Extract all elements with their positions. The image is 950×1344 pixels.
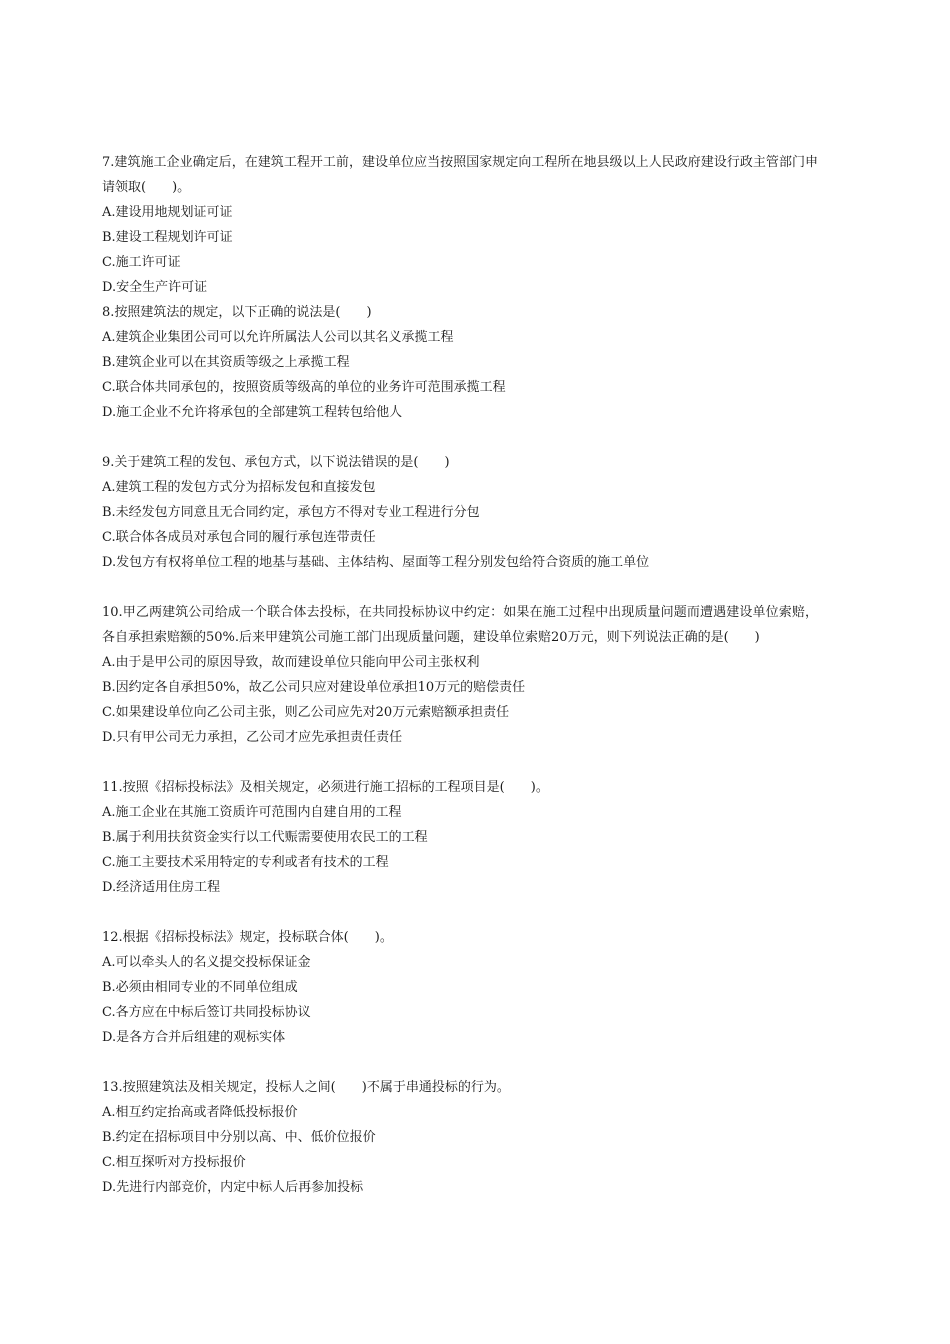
question-10 [102, 600, 818, 750]
option-c: C.联合体共同承包的，按照资质等级高的单位的业务许可范围承揽工程 [102, 380, 506, 395]
question-8 [102, 300, 818, 425]
option-b: B.因约定各自承担50%，故乙公司只应对建设单位承担10万元的赔偿责任 [102, 680, 526, 695]
question-stem: 13.按照建筑法及相关规定，投标人之间( )不属于串通投标的行为。 [102, 1080, 510, 1095]
option-a: A.建筑企业集团公司可以允许所属法人公司以其名义承揽工程 [102, 330, 454, 345]
question-7 [102, 150, 818, 300]
option-d: D.只有甲公司无力承担，乙公司才应先承担责任责任 [102, 730, 403, 745]
question-13 [102, 1075, 818, 1200]
question-9 [102, 450, 818, 575]
question-stem: 12.根据《招标投标法》规定，投标联合体( )。 [102, 930, 393, 945]
question-stem: 9.关于建筑工程的发包、承包方式，以下说法错误的是( ) [102, 455, 450, 470]
question-12 [102, 925, 818, 1050]
option-b: B.属于利用扶贫资金实行以工代赈需要使用农民工的工程 [102, 830, 428, 845]
option-d: D.是各方合并后组建的观标实体 [102, 1030, 286, 1045]
option-b: B.未经发包方同意且无合同约定，承包方不得对专业工程进行分包 [102, 505, 480, 520]
option-a: A.相互约定抬高或者降低投标报价 [102, 1105, 298, 1120]
question-stem: 8.按照建筑法的规定，以下正确的说法是( ) [102, 305, 372, 320]
question-stem: 7.建筑施工企业确定后，在建筑工程开工前，建设单位应当按照国家规定向工程所在地县级以上人民政府建设行政主管部门申请领取( )。 [102, 155, 818, 195]
option-c: C.如果建设单位向乙公司主张，则乙公司应先对20万元索赔额承担责任 [102, 705, 510, 720]
option-b: B.建设工程规划许可证 [102, 230, 233, 245]
option-d: D.经济适用住房工程 [102, 880, 221, 895]
option-a: A.由于是甲公司的原因导致，故而建设单位只能向甲公司主张权利 [102, 655, 480, 670]
option-b: B.约定在招标项目中分别以高、中、低价位报价 [102, 1130, 376, 1145]
option-d: D.先进行内部竞价，内定中标人后再参加投标 [102, 1180, 364, 1195]
option-b: B.必须由相同专业的不同单位组成 [102, 980, 298, 995]
question-11 [102, 775, 818, 900]
option-b: B.建筑企业可以在其资质等级之上承揽工程 [102, 355, 350, 370]
question-stem: 11.按照《招标投标法》及相关规定，必须进行施工招标的工程项目是( )。 [102, 780, 549, 795]
option-c: C.相互探听对方投标报价 [102, 1155, 246, 1170]
option-a: A.建设用地规划证可证 [102, 205, 233, 220]
option-c: C.施工许可证 [102, 255, 181, 270]
option-c: C.各方应在中标后签订共同投标协议 [102, 1005, 311, 1020]
question-stem: 10.甲乙两建筑公司给成一个联合体去投标，在共同投标协议中约定：如果在施工过程中出现质量问题而遭遇建设单位索赔，各自承担索赔额的50%.后来甲建筑公司施工部门出现质量问题，建设单位索赔20万元，则下列说法正确的是( ) [102, 605, 818, 645]
option-a: A.建筑工程的发包方式分为招标发包和直接发包 [102, 480, 376, 495]
option-c: C.施工主要技术采用特定的专利或者有技术的工程 [102, 855, 389, 870]
option-d: D.安全生产许可证 [102, 280, 208, 295]
option-d: D.发包方有权将单位工程的地基与基础、主体结构、屋面等工程分别发包给符合资质的施工单位 [102, 555, 650, 570]
option-d: D.施工企业不允许将承包的全部建筑工程转包给他人 [102, 405, 403, 420]
option-a: A.可以牵头人的名义提交投标保证金 [102, 955, 311, 970]
option-a: A.施工企业在其施工资质许可范围内自建自用的工程 [102, 805, 402, 820]
document-page [102, 150, 818, 1225]
option-c: C.联合体各成员对承包合同的履行承包连带责任 [102, 530, 376, 545]
